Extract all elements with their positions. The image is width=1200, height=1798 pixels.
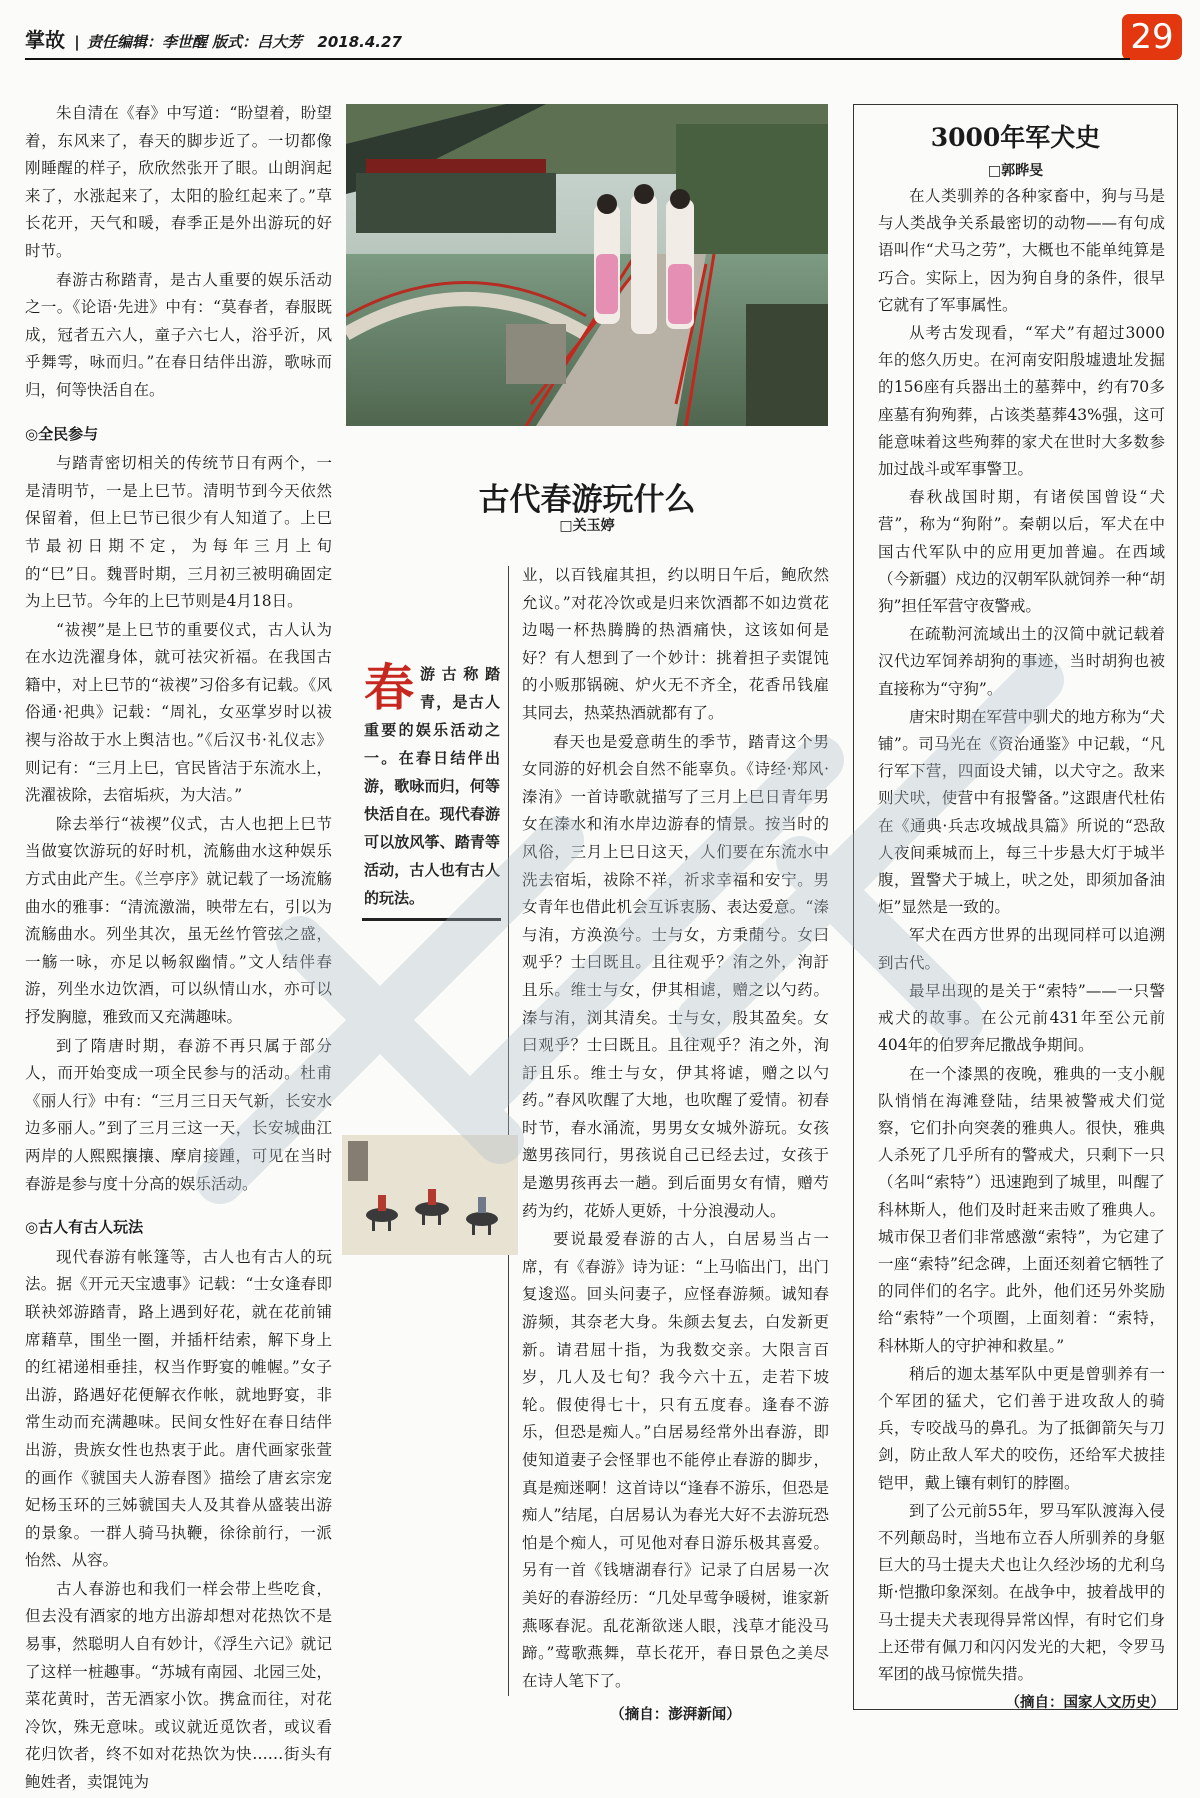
pull-quote-rule <box>362 918 501 921</box>
body-paragraph: 与踏青密切相关的传统节日有两个，一是清明节，一是上巳节。清明节到今天依然保留着，但上巳节已很少有人知道了。上巳节最初日期不定，为每年三月上旬的“巳”日。魏晋时期，三月初三被明确固定为上巳节。今年的上巳节则是4月18日。 <box>25 454 332 611</box>
header-rule <box>25 58 1130 60</box>
main-article-column-1 <box>25 100 332 1798</box>
sidebar-paragraph: 唐宋时期在军营中驯犬的地方称为“犬铺”。司马光在《资治通鉴》中记载，“凡行军下营，四面设犬铺，以犬守之。敌来则犬吠，使营中有报警备。”这跟唐代杜佑在《通典·兵志攻城战具篇》所说的“恐敌人夜间乘城而上，每三十步悬大灯于城半腹，置警犬于城上，吠之处，即须加备油炬”显然是一致的。 <box>878 707 1165 917</box>
section-heading: ◎古人有古人玩法 <box>25 1218 144 1237</box>
sidebar-author: □郭晔旻 <box>987 163 1044 179</box>
page-header <box>0 0 1200 58</box>
body-paragraph: 春天也是爱意萌生的季节，踏青这个男女同游的好机会自然不能辜负。《诗经·郑风·溱洧》一首诗歌就描写了三月上巳日青年男女在溱水和洧水岸边游春的情景。按当时的风俗，三月上巳日这天，人们要在东流水中洗去宿垢，祓除不祥，祈求幸福和安宁。男女青年也借此机会互诉衷肠、表达爱意。“溱与洧，方涣涣兮。士与女，方秉蕑兮。女曰观乎？士曰既且。且往观乎？洧之外，洵訏且乐。维士与女，伊其相谑，赠之以勺药。溱与洧，浏其清矣。士与女，殷其盈矣。女曰观乎？士曰既且。且往观乎？洧之外，洵訏且乐。维士与女，伊其将谑，赠之以勺药。”春风吹醒了大地，也吹醒了爱情。初春时节，春水涌流，男男女女城外游玩。女孩邀男孩同行，男孩说自己已经去过，女孩于是邀男孩再去一趟。到后面男女有情，赠芍药为约，花娇人更娇，十分浪漫动人。 <box>522 732 829 1220</box>
page-number-badge: 29 <box>1122 14 1182 60</box>
main-article-title: 古代春游玩什么 <box>478 482 696 518</box>
sidebar-paragraph: 最早出现的是关于“索特”——一只警戒犬的故事。在公元前431年至公元前404年的伯罗奔尼撒战争期间。 <box>878 981 1165 1055</box>
article-source: （摘自：澎湃新闻） <box>610 1706 741 1724</box>
header-separator: | <box>74 33 80 51</box>
body-paragraph: 现代春游有帐篷等，古人也有古人的玩法。据《开元天宝遗事》记载：“士女逢春即联袂郊游踏青，路上遇到好花，就在花前铺席藉草，围坐一圈，并插杆结索，解下身上的红裙递相垂挂，权当作野宴的帷幄。”女子出游，路遇好花便解衣作帐，就地野宴，非常生动而充满趣味。民间女性好在春日结伴出游，贵族女性也热衷于此。唐代画家张萱的画作《虢国夫人游春图》描绘了唐玄宗宠妃杨玉环的三姊虢国夫人及其眷从盛装出游的景象。一群人骑马执鞭，徐徐前行，一派怡然、从容。 <box>25 1247 332 1570</box>
body-paragraph: 古人春游也和我们一样会带上些吃食，但去没有酒家的地方出游却想对花热饮不是易事，然聪明人自有妙计，《浮生六记》就记了这样一桩趣事。“苏城有南园、北园三处，菜花黄时，苦无酒家小饮。携盒而往，对花冷饮，殊无意味。或议就近觅饮者，或议看花归饮者，终不如对花热饮为快……街头有鲍姓者，卖馄饨为 <box>25 1579 332 1792</box>
sidebar-paragraph: 稍后的迦太基军队中更是曾驯养有一个军团的猛犬，它们善于进攻敌人的骑兵，专咬战马的鼻孔。为了抵御箭矢与刀剑，防止敌人军犬的咬伤，还给军犬披挂铠甲，戴上镶有刺钉的脖圈。 <box>878 1364 1165 1492</box>
main-article-column-2 <box>522 562 829 1729</box>
body-paragraph: 业，以百钱雇其担，约以明日午后，鲍欣然允议。”对花冷饮或是归来饮酒都不如边赏花边喝一杯热腾腾的热酒痛快，这该如何是好？有人想到了一个妙计：挑着担子卖馄饨的小贩那锅碗、炉火无不齐全，花香吊钱雇其同去，热菜热酒就都有了。 <box>522 566 829 722</box>
drop-cap: 春 <box>364 658 414 717</box>
main-article-author: □关玉婷 <box>559 518 615 534</box>
body-paragraph: “祓禊”是上巳节的重要仪式，古人认为在水边洗濯身体，就可祛灾祈福。在我国古籍中，对上巳节的“祓禊”习俗多有记载。《风俗通·祀典》记载：“周礼，女巫掌岁时以祓禊与浴故于水上舆洁也。”《后汉书·礼仪志》则记有：“三月上巳，官民皆洁于东流水上，洗濯祓除，去宿垢疢，为大洁。” <box>25 620 332 805</box>
sidebar-title: 3000年军犬史 <box>930 123 1101 152</box>
sidebar-paragraph: 在一个漆黑的夜晚，雅典的一支小舰队悄悄在海滩登陆，结果被警戒犬们觉察，它们扑向突袭的雅典人。很快，雅典人杀死了几乎所有的警戒犬，只剩下一只（名叫“索特”）迅速跑到了城里，叫醒了科林斯人，他们及时赶来击败了雅典人。城市保卫者们非常感激“索特”，为它建了一座“索特”纪念碑，上面还刻着它牺牲了的同伴们的名字。此外，他们还另外奖励给“索特”一个项圈，上面刻着：“索特，科林斯人的守护神和救星。” <box>878 1064 1165 1355</box>
sidebar-paragraph: 在疏勒河流域出土的汉简中就记载着汉代边军饲养胡狗的事迹，当时胡狗也被直接称为“守狗”。 <box>878 625 1165 698</box>
sidebar-paragraph: 军犬在西方世界的出现同样可以追溯到古代。 <box>878 926 1165 972</box>
pull-quote <box>364 660 500 912</box>
body-paragraph: 要说最爱春游的古人，白居易当占一席，有《春游》诗为证：“上马临出门，出门复逡巡。回头问妻子，应怪春游频。诚知春游频，其奈老大身。朱颜去复去，白发新更新。请君屈十指，为我数交亲。大限言百岁，几人及七旬？我今六十五，走若下坡轮。假使得七十，只有五度春。逢春不游乐，但恐是痴人。”白居易经常外出春游，即使知道妻子会怪罪也不能停止春游的脚步，真是痴迷啊！这首诗以“逢春不游乐，但恐是痴人”结尾，白居易认为春光大好不去游玩恐怕是个痴人，可见他对春日游乐极其喜爱。另有一首《钱塘湖春行》记录了白居易一次美好的春游经历：“几处早莺争暖树，谁家新燕啄春泥。乱花渐欲迷人眼，浅草才能没马蹄。”莺歌燕舞，草长花开，春日景色之美尽在诗人笔下了。 <box>522 1230 829 1690</box>
intro-paragraph: 朱自清在《春》中写道：“盼望着，盼望着，东风来了，春天的脚步近了。一切都像刚睡醒的样子，欣欣然张开了眼。山朗润起来了，水涨起来了，太阳的脸红起来了。”草长花开，天气和暖，春季正是外出游玩的好时节。 <box>25 104 332 260</box>
spring-outing-photo <box>346 104 828 426</box>
section-name: 掌故 <box>25 28 65 52</box>
section-heading: ◎全民参与 <box>25 424 99 443</box>
pull-quote-text: 游古称踏青，是古人重要的娱乐活动之一。在春日结伴出游，歌咏而归，何等快活自在。现代春游可以放风筝、踏青等活动，古人也有古人的玩法。 <box>364 665 500 907</box>
sidebar-column <box>878 183 1165 1716</box>
sidebar-source: （摘自：国家人文历史） <box>1005 1694 1165 1712</box>
sidebar-paragraph: 在人类驯养的各种家畜中，狗与马是与人类战争关系最密切的动物——有句成语叫作“犬马之劳”，大概也不能单纯算是巧合。实际上，因为狗自身的条件，很早它就有了军事属性。 <box>878 187 1165 314</box>
sidebar-paragraph: 到了公元前55年，罗马军队渡海入侵不列颠岛时，当地布立吞人所驯养的身躯巨大的马士提夫犬也让久经沙场的尤利乌斯·恺撒印象深刻。在战争中，披着战甲的马士提夫犬表现得异常凶悍，有时它们身上还带有佩刀和闪闪发光的大耙，令罗马军团的战马惊慌失措。 <box>878 1501 1165 1683</box>
painting-inset <box>342 1135 518 1255</box>
header-left <box>25 24 402 53</box>
sidebar-paragraph: 春秋战国时期，有诸侯国曾设“犬营”，称为“狗附”。秦朝以后，军犬在中国古代军队中的应用更加普遍。在西域（今新疆）戍边的汉朝军队就饲养一种“胡狗”担任军营守夜警戒。 <box>878 488 1165 616</box>
body-paragraph: 除去举行“祓禊”仪式，古人也把上巳节当做宴饮游玩的好时机，流觞曲水这种娱乐方式由此产生。《兰亭序》就记载了一场流觞曲水的雅事：“清流激湍，映带左右，引以为流觞曲水。列坐其次，虽无丝竹管弦之盛，一觞一咏，亦足以畅叙幽情。”文人结伴春游，列坐水边饮酒，可以纵情山水，亦可以抒发胸臆，雅致而又充满趣味。 <box>25 814 332 1026</box>
sidebar-paragraph: 从考古发现看，“军犬”有超过3000年的悠久历史。在河南安阳殷墟遗址发掘的156座有兵器出土的墓葬中，约有70多座墓有狗殉葬，占该类墓葬43%强，这可能意味着这些殉葬的家犬在世时大多数参加过战斗或军事警卫。 <box>878 324 1165 479</box>
body-paragraph: 到了隋唐时期，春游不再只属于部分人，而开始变成一项全民参与的活动。杜甫《丽人行》中有：“三月三日天气新，长安水边多丽人。”到了三月三这一天，长安城曲江两岸的人熙熙攘攘、摩肩接踵，可见在当时春游是参与度十分高的娱乐活动。 <box>25 1036 332 1193</box>
column-divider <box>508 566 509 1696</box>
editor-credit: 责任编辑：李世醒 版式：吕大芳 <box>86 33 303 51</box>
intro-paragraph: 春游古称踏青，是古人重要的娱乐活动之一。《论语·先进》中有：“莫春者，春服既成，冠者五六人，童子六七人，浴乎沂，风乎舞雩，咏而归。”在春日结伴出游，歌咏而归，何等快活自在。 <box>25 270 332 399</box>
issue-date: 2018.4.27 <box>317 33 402 51</box>
